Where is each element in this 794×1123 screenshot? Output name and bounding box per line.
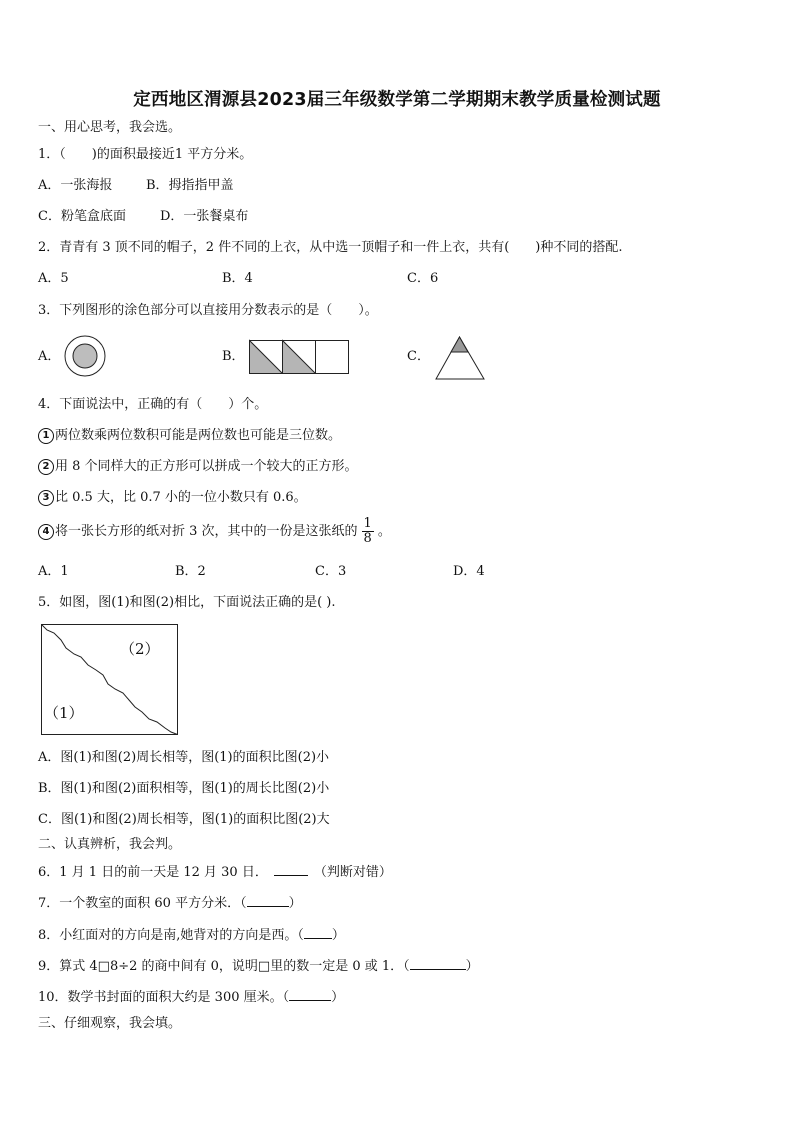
fraction-denominator: 8 — [363, 531, 372, 546]
question-1-option-a: A．一张海报 — [38, 178, 113, 193]
question-3-option-b: B． — [222, 349, 245, 364]
question-4-option-a: A．1 — [38, 564, 69, 579]
question-4-stem: 4．下面说法中，正确的有（ ）个。 — [38, 397, 268, 412]
statement-text: 两位数乘两位数积可能是两位数也可能是三位数。 — [55, 428, 342, 443]
question-2-option-b: B．4 — [222, 271, 253, 286]
question-5-option-c: C．图(1)和图(2)周长相等，图(1)的面积比图(2)大 — [38, 812, 330, 827]
answer-blank[interactable] — [274, 863, 308, 876]
section-heading-judge: 二、认真辨析，我会判。 — [38, 837, 182, 852]
question-2-option-c: C．6 — [407, 271, 439, 286]
statement-number: 2 — [38, 459, 54, 475]
question-2-stem: 2．青青有 3 顶不同的帽子，2 件不同的上衣，从中选一顶帽子和一件上衣，共有( )种不同的搭配. — [38, 240, 623, 255]
question-4-option-b: B．2 — [175, 564, 206, 579]
page-title: 定西地区渭源县2023届三年级数学第二学期期末教学质量检测试题 — [133, 90, 661, 110]
statement-text: 用 8 个同样大的正方形可以拼成一个较大的正方形。 — [55, 459, 358, 474]
question-text: 9．算式 4□8÷2 的商中间有 0，说明□里的数一定是 0 或 1．（ — [38, 959, 410, 974]
figure-label-1: （1） — [44, 704, 84, 722]
fraction-numerator: 1 — [363, 516, 372, 531]
statement-number: 1 — [38, 428, 54, 444]
question-6 — [38, 863, 392, 882]
question-5-stem: 5．如图，图(1)和图(2)相比，下面说法正确的是( ). — [38, 595, 336, 610]
figure-label-2: （2） — [120, 640, 160, 658]
squares-figure — [249, 340, 353, 376]
question-tail: ） — [288, 896, 302, 911]
ring-figure — [64, 335, 108, 377]
question-text: 7．一个教室的面积 60 平方分米．（ — [38, 896, 247, 911]
statement-number: 4 — [38, 524, 54, 540]
question-tail: ） — [331, 928, 345, 943]
question-text: 8．小红面对的方向是南,她背对的方向是西。（ — [38, 928, 304, 943]
answer-blank[interactable] — [304, 926, 332, 939]
question-1-option-b: B．拇指指甲盖 — [146, 178, 234, 193]
question-7 — [38, 894, 302, 913]
question-8 — [38, 926, 345, 945]
question-1-option-c: C．粉笔盒底面 — [38, 209, 126, 224]
question-5-option-a: A．图(1)和图(2)周长相等，图(1)的面积比图(2)小 — [38, 750, 330, 765]
question-1-option-d: D．一张餐桌布 — [160, 209, 249, 224]
question-4-option-c: C．3 — [315, 564, 347, 579]
question-4-option-d: D．4 — [453, 564, 485, 579]
question-tail: ） — [465, 959, 479, 974]
question-3-option-c: C． — [407, 349, 430, 364]
section-heading-fill: 三、仔细观察，我会填。 — [38, 1016, 182, 1031]
question-tail: （判断对错） — [313, 865, 392, 880]
statement-end: 。 — [377, 524, 391, 539]
question-text: 6．1 月 1 日的前一天是 12 月 30 日． — [38, 865, 268, 880]
question-5-option-b: B．图(1)和图(2)面积相等，图(1)的周长比图(2)小 — [38, 781, 330, 796]
answer-blank[interactable] — [289, 988, 331, 1001]
answer-blank[interactable] — [410, 957, 466, 970]
triangle-figure — [435, 336, 487, 380]
fraction-one-eighth — [362, 517, 374, 546]
question-4-statement-1 — [38, 427, 341, 445]
answer-blank[interactable] — [247, 894, 289, 907]
question-9 — [38, 957, 479, 976]
question-1-stem: 1．（ )的面积最接近1 平方分米。 — [38, 147, 253, 162]
question-text: 10．数学书封面的面积大约是 300 厘米。（ — [38, 990, 290, 1005]
question-4-statement-2 — [38, 458, 358, 476]
statement-text: 比 0.5 大，比 0.7 小的一位小数只有 0.6。 — [55, 490, 307, 505]
statement-text: 将一张长方形的纸对折 3 次，其中的一份是这张纸的 — [55, 524, 358, 539]
question-4-statement-3 — [38, 489, 307, 507]
question-tail: ） — [331, 990, 345, 1005]
question-10 — [38, 988, 344, 1007]
statement-number: 3 — [38, 490, 54, 506]
question-4-statement-4 — [38, 516, 391, 548]
question-2-option-a: A．5 — [38, 271, 69, 286]
question-3-stem: 3．下列图形的涂色部分可以直接用分数表示的是（ ）。 — [38, 303, 378, 318]
section-heading-choice: 一、用心思考，我会选。 — [38, 120, 182, 135]
question-3-option-a: A． — [38, 349, 61, 364]
